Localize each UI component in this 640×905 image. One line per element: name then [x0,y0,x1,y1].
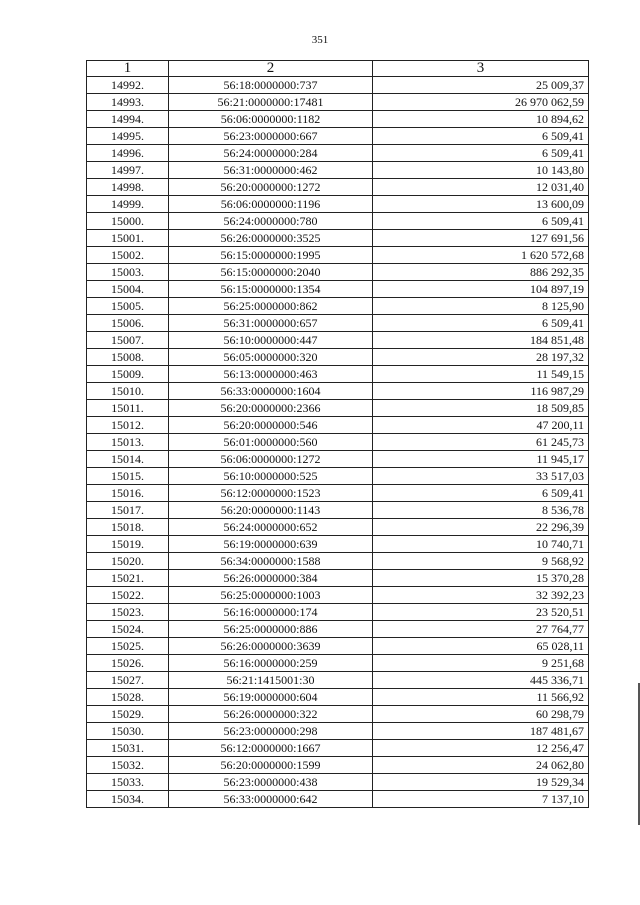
table-row [87,179,589,196]
table-header [87,61,589,77]
table-row [87,400,589,417]
cadastral-number-cell: 56:20:0000000:546 [169,417,373,434]
table-row [87,213,589,230]
cadastral-number-cell: 56:20:0000000:1599 [169,757,373,774]
row-number-cell: 15033. [87,774,169,791]
cadastral-number-cell: 56:20:0000000:1143 [169,502,373,519]
value-cell: 127 691,56 [373,230,589,247]
cadastral-number-cell: 56:06:0000000:1196 [169,196,373,213]
table-row [87,145,589,162]
value-cell: 12 031,40 [373,179,589,196]
row-number-cell: 15009. [87,366,169,383]
value-cell: 24 062,80 [373,757,589,774]
row-number-cell: 15028. [87,689,169,706]
cadastral-number-cell: 56:12:0000000:1667 [169,740,373,757]
table-row [87,774,589,791]
row-number-cell: 15022. [87,587,169,604]
cadastral-number-cell: 56:25:0000000:886 [169,621,373,638]
table-row [87,111,589,128]
value-cell: 6 509,41 [373,315,589,332]
cadastral-number-cell: 56:16:0000000:174 [169,604,373,621]
value-cell: 187 481,67 [373,723,589,740]
header-row [87,61,589,77]
value-cell: 9 568,92 [373,553,589,570]
value-cell: 23 520,51 [373,604,589,621]
row-number-cell: 15000. [87,213,169,230]
row-number-cell: 15006. [87,315,169,332]
cadastral-number-cell: 56:10:0000000:447 [169,332,373,349]
table-row [87,230,589,247]
cadastral-value-table [86,60,589,808]
cadastral-number-cell: 56:12:0000000:1523 [169,485,373,502]
table-row [87,298,589,315]
value-cell: 28 197,32 [373,349,589,366]
row-number-cell: 15014. [87,451,169,468]
row-number-cell: 15031. [87,740,169,757]
table-row [87,740,589,757]
cadastral-number-cell: 56:26:0000000:3639 [169,638,373,655]
value-cell: 22 296,39 [373,519,589,536]
row-number-cell: 14995. [87,128,169,145]
value-cell: 11 945,17 [373,451,589,468]
cadastral-number-cell: 56:26:0000000:384 [169,570,373,587]
value-cell: 8 125,90 [373,298,589,315]
row-number-cell: 15010. [87,383,169,400]
cadastral-number-cell: 56:24:0000000:780 [169,213,373,230]
table-row [87,468,589,485]
value-cell: 12 256,47 [373,740,589,757]
row-number-cell: 15018. [87,519,169,536]
row-number-cell: 15002. [87,247,169,264]
table-row [87,332,589,349]
table-row [87,570,589,587]
value-cell: 6 509,41 [373,145,589,162]
row-number-cell: 15011. [87,400,169,417]
row-number-cell: 14998. [87,179,169,196]
value-cell: 116 987,29 [373,383,589,400]
table-row [87,417,589,434]
cadastral-number-cell: 56:15:0000000:1354 [169,281,373,298]
value-cell: 886 292,35 [373,264,589,281]
value-cell: 27 764,77 [373,621,589,638]
row-number-cell: 15034. [87,791,169,808]
cadastral-number-cell: 56:10:0000000:525 [169,468,373,485]
table-row [87,706,589,723]
row-number-cell: 15025. [87,638,169,655]
cadastral-number-cell: 56:19:0000000:639 [169,536,373,553]
table-row [87,264,589,281]
cadastral-number-cell: 56:31:0000000:657 [169,315,373,332]
row-number-cell: 14997. [87,162,169,179]
table-row [87,196,589,213]
cadastral-number-cell: 56:23:0000000:298 [169,723,373,740]
row-number-cell: 15008. [87,349,169,366]
row-number-cell: 15029. [87,706,169,723]
value-cell: 10 143,80 [373,162,589,179]
value-cell: 6 509,41 [373,128,589,145]
cadastral-number-cell: 56:34:0000000:1588 [169,553,373,570]
value-cell: 33 517,03 [373,468,589,485]
table-body [87,77,589,808]
value-cell: 104 897,19 [373,281,589,298]
value-cell: 26 970 062,59 [373,94,589,111]
value-cell: 15 370,28 [373,570,589,587]
value-cell: 25 009,37 [373,77,589,94]
table-row [87,383,589,400]
value-cell: 32 392,23 [373,587,589,604]
row-number-cell: 15030. [87,723,169,740]
table-row [87,536,589,553]
row-number-cell: 15023. [87,604,169,621]
value-cell: 184 851,48 [373,332,589,349]
cadastral-number-cell: 56:23:0000000:438 [169,774,373,791]
table-row [87,791,589,808]
table-row [87,451,589,468]
cadastral-number-cell: 56:21:1415001:30 [169,672,373,689]
value-cell: 7 137,10 [373,791,589,808]
row-number-cell: 15007. [87,332,169,349]
table-row [87,247,589,264]
table-row [87,553,589,570]
cadastral-number-cell: 56:24:0000000:284 [169,145,373,162]
row-number-cell: 15026. [87,655,169,672]
table-row [87,587,589,604]
table-row [87,502,589,519]
cadastral-number-cell: 56:23:0000000:667 [169,128,373,145]
value-cell: 445 336,71 [373,672,589,689]
row-number-cell: 15013. [87,434,169,451]
column-header-2: 2 [169,61,373,77]
value-cell: 65 028,11 [373,638,589,655]
table-row [87,519,589,536]
table-row [87,128,589,145]
table-row [87,689,589,706]
cadastral-number-cell: 56:21:0000000:17481 [169,94,373,111]
row-number-cell: 15032. [87,757,169,774]
cadastral-number-cell: 56:06:0000000:1272 [169,451,373,468]
table-row [87,723,589,740]
table-row [87,604,589,621]
cadastral-number-cell: 56:31:0000000:462 [169,162,373,179]
value-cell: 19 529,34 [373,774,589,791]
value-cell: 10 740,71 [373,536,589,553]
column-header-1: 1 [87,61,169,77]
cadastral-number-cell: 56:15:0000000:1995 [169,247,373,264]
table-row [87,434,589,451]
row-number-cell: 15017. [87,502,169,519]
table-row [87,366,589,383]
row-number-cell: 15016. [87,485,169,502]
column-header-3: 3 [373,61,589,77]
row-number-cell: 15027. [87,672,169,689]
table-row [87,94,589,111]
value-cell: 10 894,62 [373,111,589,128]
table-row [87,315,589,332]
row-number-cell: 14996. [87,145,169,162]
value-cell: 11 566,92 [373,689,589,706]
cadastral-number-cell: 56:33:0000000:642 [169,791,373,808]
cadastral-number-cell: 56:01:0000000:560 [169,434,373,451]
row-number-cell: 15003. [87,264,169,281]
table-row [87,655,589,672]
cadastral-number-cell: 56:24:0000000:652 [169,519,373,536]
row-number-cell: 15015. [87,468,169,485]
cadastral-number-cell: 56:05:0000000:320 [169,349,373,366]
value-cell: 61 245,73 [373,434,589,451]
table-row [87,77,589,94]
cadastral-number-cell: 56:13:0000000:463 [169,366,373,383]
table-row [87,672,589,689]
value-cell: 60 298,79 [373,706,589,723]
table-row [87,638,589,655]
value-cell: 6 509,41 [373,485,589,502]
cadastral-number-cell: 56:20:0000000:1272 [169,179,373,196]
row-number-cell: 15020. [87,553,169,570]
value-cell: 13 600,09 [373,196,589,213]
cadastral-number-cell: 56:26:0000000:322 [169,706,373,723]
row-number-cell: 15001. [87,230,169,247]
cadastral-number-cell: 56:16:0000000:259 [169,655,373,672]
cadastral-number-cell: 56:26:0000000:3525 [169,230,373,247]
row-number-cell: 15005. [87,298,169,315]
cadastral-number-cell: 56:25:0000000:862 [169,298,373,315]
row-number-cell: 15024. [87,621,169,638]
value-cell: 9 251,68 [373,655,589,672]
row-number-cell: 15021. [87,570,169,587]
cadastral-number-cell: 56:18:0000000:737 [169,77,373,94]
value-cell: 8 536,78 [373,502,589,519]
table-row [87,757,589,774]
cadastral-number-cell: 56:19:0000000:604 [169,689,373,706]
row-number-cell: 15004. [87,281,169,298]
row-number-cell: 14994. [87,111,169,128]
value-cell: 18 509,85 [373,400,589,417]
value-cell: 1 620 572,68 [373,247,589,264]
cadastral-number-cell: 56:25:0000000:1003 [169,587,373,604]
row-number-cell: 15012. [87,417,169,434]
page-number: 351 [311,34,329,46]
row-number-cell: 15019. [87,536,169,553]
row-number-cell: 14993. [87,94,169,111]
value-cell: 11 549,15 [373,366,589,383]
cadastral-number-cell: 56:15:0000000:2040 [169,264,373,281]
table-row [87,485,589,502]
table-row [87,349,589,366]
table-row [87,281,589,298]
row-number-cell: 14992. [87,77,169,94]
cadastral-number-cell: 56:33:0000000:1604 [169,383,373,400]
row-number-cell: 14999. [87,196,169,213]
table-row [87,162,589,179]
value-cell: 6 509,41 [373,213,589,230]
value-cell: 47 200,11 [373,417,589,434]
table-row [87,621,589,638]
cadastral-number-cell: 56:06:0000000:1182 [169,111,373,128]
cadastral-number-cell: 56:20:0000000:2366 [169,400,373,417]
